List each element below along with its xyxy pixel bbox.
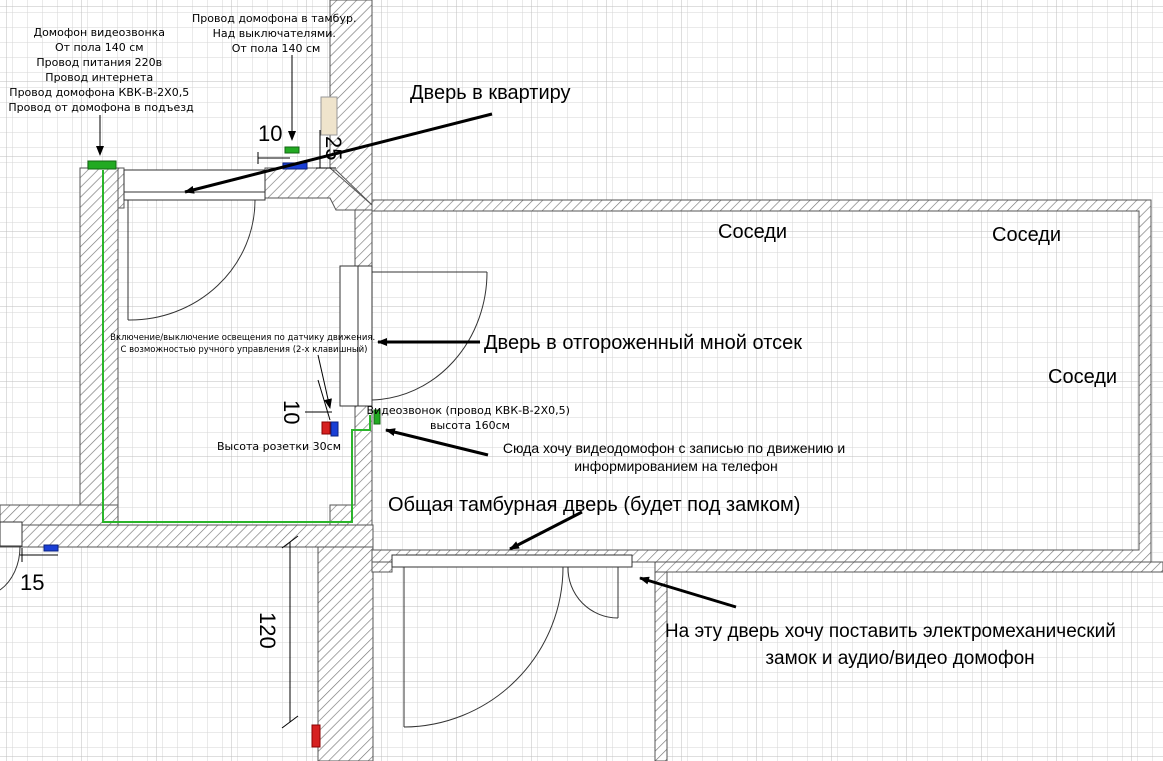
- apartment-door-label: Дверь в квартиру: [410, 82, 571, 104]
- left-door-frame: [0, 522, 22, 546]
- neighbors-label-2: Соседи: [992, 224, 1062, 246]
- wall-room-left: [80, 168, 118, 525]
- dim-10-top: 10: [258, 121, 283, 146]
- wall-lower-right-top: [655, 562, 1163, 572]
- socket-height-label: Высота розетки 30см: [217, 440, 342, 453]
- neighbors-label-3: Соседи: [1048, 366, 1118, 388]
- wall-lower-right: [655, 562, 667, 761]
- intercom-note: Домофон видеозвонка От пола 140 см Провод питания 220в Провод интернета Провод домофона КВК-В-2Х0,5 Провод от домофона в подъезд: [8, 26, 194, 114]
- intercom-outlet-green: [88, 161, 116, 169]
- socket-blue-corridor: [44, 545, 58, 551]
- common-door-label: Общая тамбурная дверь (будет под замком): [388, 494, 801, 516]
- lighting-note: Включение/выключение освещения по датчику движения. С возможностью ручного управления (2-х клавишный): [110, 333, 376, 355]
- vestibule-wire-note: Провод домофона в тамбур. Над выключателями. От пола 140 см: [192, 12, 357, 55]
- video-intercom-wish: Сюда хочу видеодомофон с записью по движению и информированием на телефон: [502, 440, 846, 474]
- socket-red-lower: [312, 725, 320, 747]
- vestibule-outlet-green: [285, 147, 299, 153]
- switch-blue-mid: [331, 422, 338, 436]
- wall-corridor: [0, 525, 373, 547]
- doorbell-note: Видеозвонок (провод КВК-В-2Х0,5) высота 160см: [366, 404, 570, 432]
- lock-wish: На эту дверь хочу поставить электромеханический замок и аудио/видео домофон: [664, 621, 1116, 669]
- dim-120: 120: [255, 612, 280, 649]
- dim-25: 25: [321, 136, 346, 161]
- common-door-frame: [392, 555, 632, 567]
- socket-red: [322, 422, 330, 434]
- wall-lower-left: [372, 562, 392, 572]
- switch-box: [321, 97, 337, 135]
- compartment-door-label: Дверь в отгороженный мной отсек: [484, 332, 803, 354]
- wall-central-lower: [318, 540, 373, 761]
- dim-15: 15: [20, 570, 45, 595]
- dim-10-mid: 10: [279, 400, 304, 425]
- neighbors-label-1: Соседи: [718, 221, 788, 243]
